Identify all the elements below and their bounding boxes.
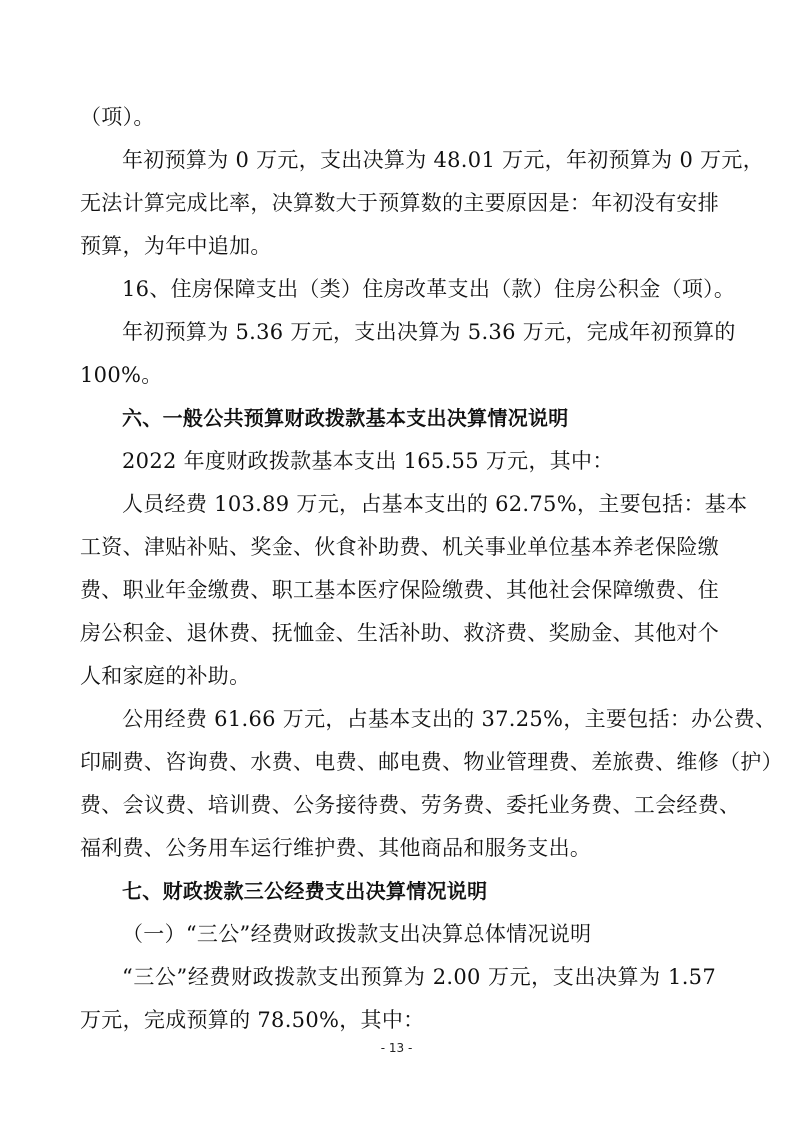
text-line-16: 印刷费、咨询费、水费、电费、邮电费、物业管理费、差旅费、维修（护） [80,750,783,774]
text-line-2: 年初预算为 0 万元，支出决算为 48.01 万元，年初预算为 0 万元， [122,148,764,172]
text-line-4: 预算，为年中追加。 [80,234,272,258]
text-line-11: 工资、津贴补贴、奖金、伙食补助费、机关事业单位基本养老保险缴 [80,535,719,559]
text-line-7: 100%。 [80,363,163,387]
text-line-22: 万元，完成预算的 78.50%，其中： [80,1008,425,1032]
text-line-13: 房公积金、退休费、抚恤金、生活补助、救济费、奖励金、其他对个 [80,621,719,645]
text-line-6: 年初预算为 5.36 万元，支出决算为 5.36 万元，完成年初预算的 [122,320,736,344]
text-line-12: 费、职业年金缴费、职工基本医疗保险缴费、其他社会保障缴费、住 [80,578,719,602]
text-line-9: 2022 年度财政拨款基本支出 165.55 万元，其中： [122,449,614,473]
section-heading-7: 七、财政拨款三公经费支出决算情况说明 [122,879,488,903]
text-line-15: 公用经费 61.66 万元，占基本支出的 37.25%，主要包括：办公费、 [122,707,777,731]
subsection-heading-1: （一）“三公”经费财政拨款支出决算总体情况说明 [122,922,592,946]
text-line-17: 费、会议费、培训费、公务接待费、劳务费、委托业务费、工会经费、 [80,793,741,817]
text-line-3: 无法计算完成比率，决算数大于预算数的主要原因是：年初没有安排 [80,191,719,215]
section-heading-6: 六、一般公共预算财政拨款基本支出决算情况说明 [122,406,569,430]
text-line-1: （项）。 [80,105,155,129]
text-line-10: 人员经费 103.89 万元，占基本支出的 62.75%，主要包括：基本 [122,492,748,516]
text-line-14: 人和家庭的补助。 [80,664,251,688]
page-number: - 13 - [380,1041,413,1055]
text-line-5: 16、住房保障支出（类）住房改革支出（款）住房公积金（项）。 [122,277,736,301]
text-line-18: 福利费、公务用车运行维护费、其他商品和服务支出。 [80,836,592,860]
text-line-21: “三公”经费财政拨款支出预算为 2.00 万元，支出决算为 1.57 [122,965,716,989]
